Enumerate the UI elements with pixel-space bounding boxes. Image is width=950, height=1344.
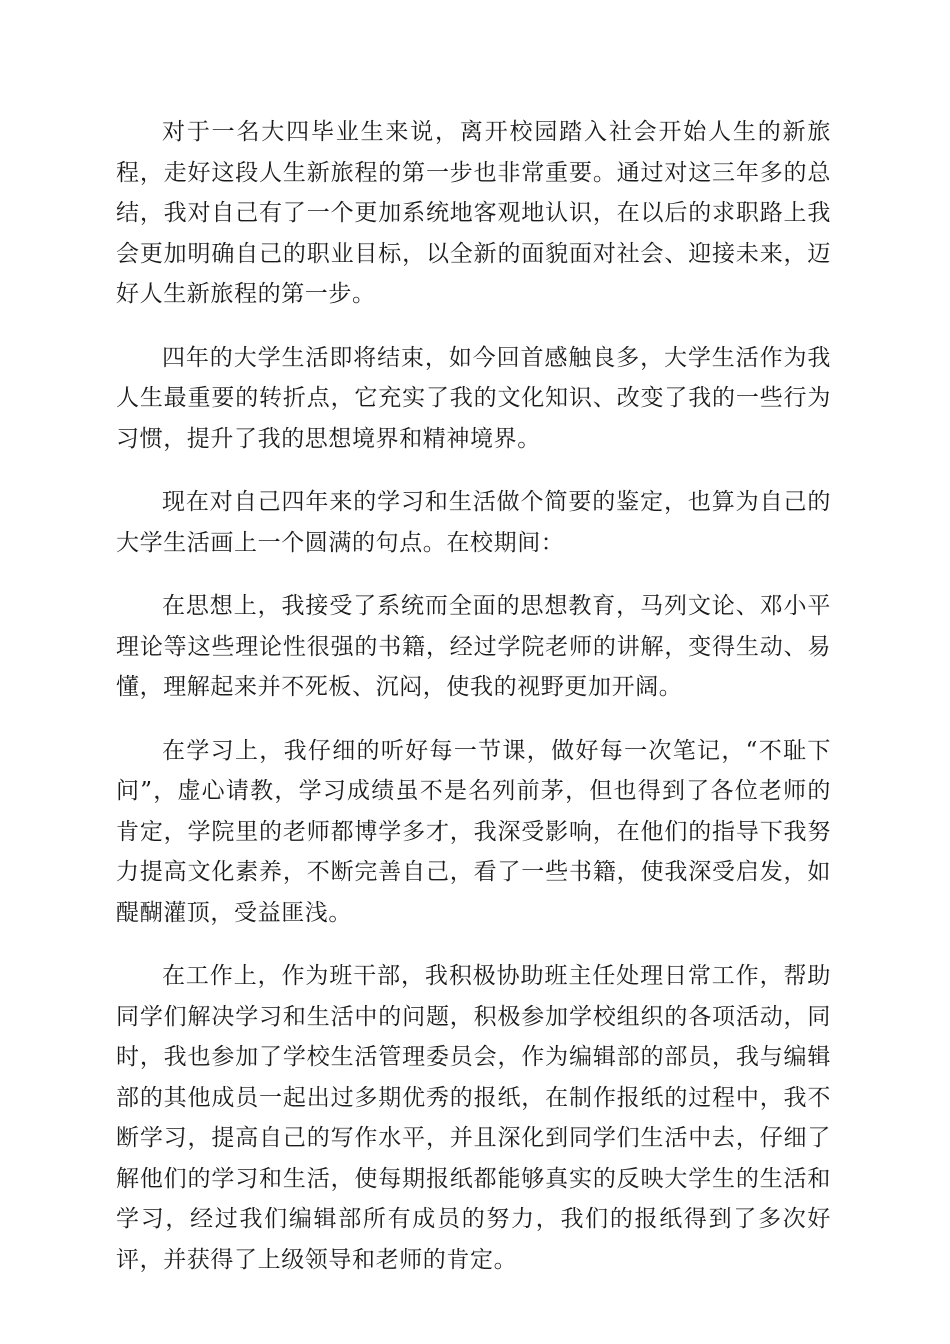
document-body <box>116 112 831 1303</box>
paragraph-ideology: 在思想上，我接受了系统而全面的思想教育，马列文论、邓小平理论等这些理论性很强的书籍，经过学院老师的讲解，变得生动、易懂，理解起来并不死板、沉闷，使我的视野更加开阔。 <box>116 593 831 700</box>
paragraph-self-assessment: 现在对自己四年来的学习和生活做个简要的鉴定，也算为自己的大学生活画上一个圆满的句点。在校期间： <box>116 489 831 556</box>
paragraph-college-life: 四年的大学生活即将结束，如今回首感触良多，大学生活作为我人生最重要的转折点，它充实了我的文化知识、改变了我的一些行为习惯，提升了我的思想境界和精神境界。 <box>116 344 831 452</box>
paragraph-work: 在工作上，作为班干部，我积极协助班主任处理日常工作，帮助同学们解决学习和生活中的问题，积极参加学校组织的各项活动，同时，我也参加了学校生活管理委员会，作为编辑部的部员，我与编辑部的其他成员一起出过多期优秀的报纸，在制作报纸的过程中，我不断学习，提高自己的写作水平，并且深化到同学们生活中去，仔细了解他们的学习和生活，使每期报纸都能够真实的反映大学生的生活和学习，经过我们编辑部所有成员的努力，我们的报纸得到了多次好评，并获得了上级领导和老师的肯定。 <box>116 963 831 1273</box>
paragraph-graduation-intro: 对于一名大四毕业生来说，离开校园踏入社会开始人生的新旅程，走好这段人生新旅程的第一步也非常重要。通过对这三年多的总结，我对自己有了一个更加系统地客观地认识，在以后的求职路上我会更加明确自己的职业目标，以全新的面貌面对社会、迎接未来，迈好人生新旅程的第一步。 <box>116 119 831 307</box>
paragraph-study: 在学习上，我仔细的听好每一节课，做好每一次笔记，“不耻下问”，虚心请教，学习成绩虽不是名列前茅，但也得到了各位老师的肯定，学院里的老师都博学多才，我深受影响，在他们的指导下我努力提高文化素养，不断完善自己，看了一些书籍，使我深受启发，如醍醐灌顶，受益匪浅。 <box>116 737 831 926</box>
